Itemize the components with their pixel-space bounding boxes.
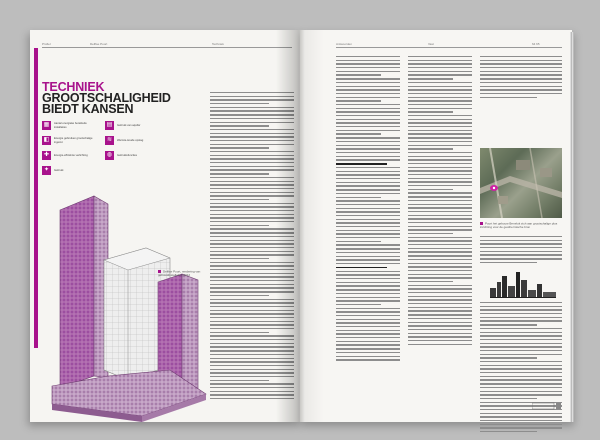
legend-label: Gebruik van aquifer	[117, 123, 141, 127]
photo-caption: Poort het gebouw Beneluk zich aan grootschalige plus inrichting voor de geothermische bron	[480, 221, 558, 229]
legend-item	[42, 135, 105, 146]
title-line-3: BIEDT KANSEN	[42, 102, 134, 116]
legend-label: Energie-efficiënte verlichting	[54, 153, 88, 157]
footer-logo	[532, 402, 562, 410]
title-line-2: GROOTSCHALIGHEID	[42, 91, 171, 105]
page-numbers: 64 65	[532, 42, 540, 46]
building-icon: ▦	[43, 122, 50, 128]
open-magazine	[30, 22, 570, 424]
accent-bar	[34, 48, 38, 348]
legend-label: Warmte-koude opslag	[117, 138, 144, 142]
right-page	[300, 30, 572, 422]
aerial-photo-image	[480, 148, 562, 218]
skyline-graphic	[490, 268, 556, 298]
running-head-subject: Vast	[428, 42, 434, 46]
legend-label: Gebruiksfuncties	[117, 153, 138, 157]
meter-icon: ◧	[43, 137, 50, 143]
legend-label: Aantal energieke bereklede installaties	[54, 122, 87, 129]
aerial-photo	[480, 148, 562, 218]
running-head-section: Antwoorden	[336, 42, 353, 46]
legend-label: Gebruik	[54, 168, 64, 172]
star-icon: ✦	[43, 167, 50, 173]
bulb-icon: ✚	[43, 152, 50, 158]
legend-item	[105, 120, 168, 131]
legend-item	[42, 120, 105, 131]
title-line-1: TECHNIEK	[42, 80, 105, 94]
grid-icon: ▤	[106, 122, 113, 128]
building-caption: Delftse Poort, rendering van gebouwinstallaties 2012	[158, 269, 201, 277]
legend-item	[105, 135, 168, 146]
page-title	[42, 82, 171, 115]
body-text-column-3b	[480, 236, 562, 266]
running-head-section: Profiel	[42, 42, 51, 46]
legend-item	[42, 150, 105, 161]
body-text-column-3c	[480, 302, 562, 435]
body-text-column	[210, 92, 294, 402]
left-page	[30, 30, 302, 422]
page-edges	[570, 32, 574, 422]
body-text-column-3	[480, 56, 562, 100]
running-head-topic: Techniek	[212, 42, 224, 46]
gear-icon: ◍	[106, 152, 113, 158]
building-illustration	[46, 190, 214, 425]
legend-item	[105, 150, 168, 161]
header-rule	[42, 47, 292, 48]
legend-item	[42, 165, 105, 176]
body-text-column-1	[336, 56, 400, 363]
body-text-column-2	[408, 56, 472, 347]
waves-icon: ≋	[106, 137, 113, 143]
icon-legend	[42, 120, 168, 180]
header-rule	[336, 47, 562, 48]
running-head-subject: Delftse Poort	[90, 42, 108, 46]
legend-label: Energie gebruiken grootschalige ingezet	[54, 137, 93, 144]
